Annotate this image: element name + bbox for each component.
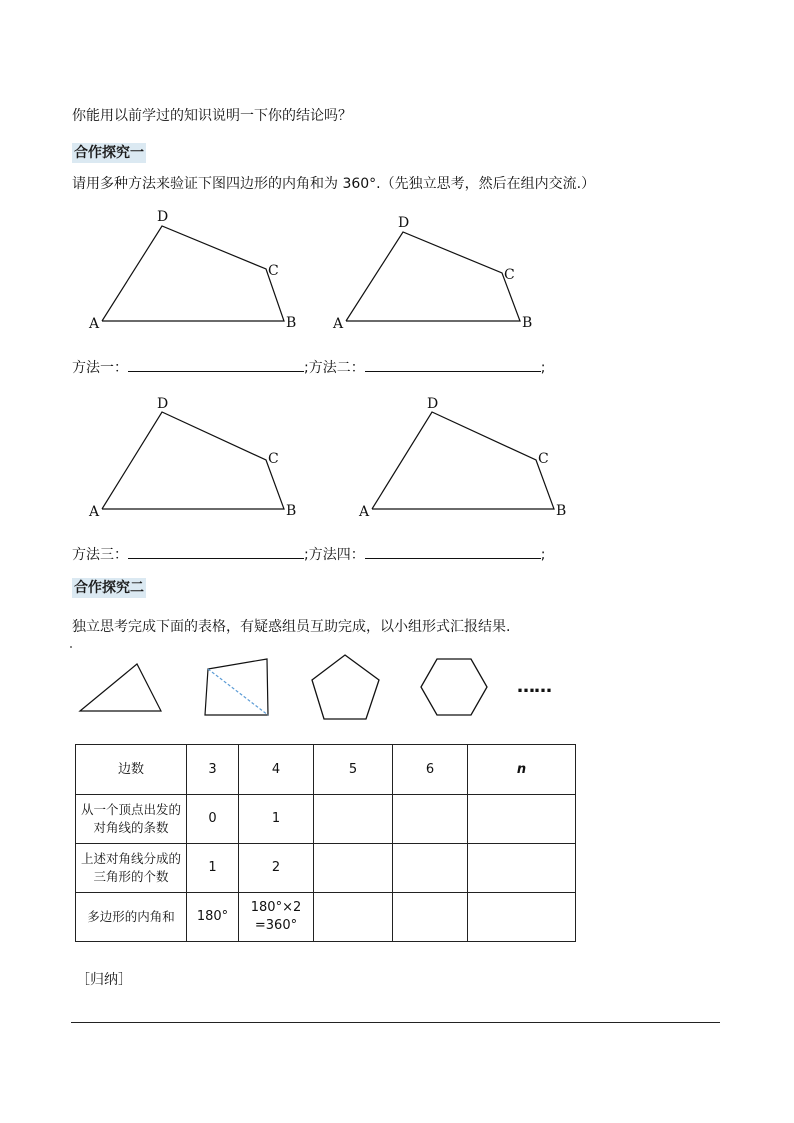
table-row: [76, 795, 576, 844]
method3-label: 方法三：: [72, 547, 128, 563]
method4-end: ;: [540, 547, 546, 563]
header-cell-4: 4: [239, 745, 314, 795]
row-label-triangles: 上述对角线分成的三角形的个数: [76, 844, 187, 893]
table-row: [76, 893, 576, 942]
method3-answer-blank[interactable]: [128, 544, 304, 559]
diagonal-line: [208, 669, 268, 715]
row-label-angle-sum: 多边形的内角和: [76, 893, 187, 942]
header-cell-3: 3: [187, 745, 239, 795]
row-label-diagonals: 从一个顶点出发的对角线的条数: [76, 795, 187, 844]
table-row: [76, 844, 576, 893]
methods-line-1: [72, 357, 545, 378]
quadrilateral-figure-1: [85, 205, 305, 335]
vertex-label-b: B: [286, 503, 297, 519]
vertex-label-c: C: [268, 451, 279, 467]
header-cell-5: 5: [314, 745, 393, 795]
header-cell-6: 6: [393, 745, 468, 795]
quadrilateral-figure-2: [330, 212, 550, 336]
summary-label: ［归纳］: [76, 972, 132, 988]
ellipsis-more-polygons: ……: [517, 676, 551, 697]
vertex-label-c: C: [538, 451, 549, 467]
table-cell: 180°: [187, 893, 239, 942]
table-cell-blank[interactable]: [393, 893, 468, 942]
method2-label: ;方法二：: [304, 360, 365, 376]
vertex-label-d: D: [157, 209, 169, 225]
method2-end: ;: [540, 360, 546, 376]
table-cell: 2: [239, 844, 314, 893]
quadrilateral-figure-4: [355, 394, 575, 524]
vertex-label-a: A: [359, 504, 370, 520]
quadrilateral-figure-3: [85, 394, 305, 524]
method1-answer-blank[interactable]: [128, 357, 304, 372]
methods-line-2: [72, 544, 545, 565]
table-cell: 1: [239, 795, 314, 844]
section2-heading: 合作探究二: [74, 580, 144, 596]
table-cell: 0: [187, 795, 239, 844]
corner-mark: [70, 646, 72, 648]
vertex-label-a: A: [333, 316, 344, 332]
vertex-label-b: B: [522, 315, 533, 331]
table-cell-blank[interactable]: [468, 795, 576, 844]
table-cell-blank[interactable]: [468, 893, 576, 942]
table-cell-blank[interactable]: [393, 795, 468, 844]
method1-label: 方法一：: [72, 360, 128, 376]
polygon-angle-table: [75, 744, 576, 942]
method4-answer-blank[interactable]: [365, 544, 541, 559]
section1-instruction: 请用多种方法来验证下图四边形的内角和为 360°.（先独立思考，然后在组内交流.）: [72, 176, 596, 192]
table-cell-blank[interactable]: [314, 893, 393, 942]
table-cell-blank[interactable]: [314, 795, 393, 844]
quadrilateral-with-diagonal: [200, 655, 275, 720]
table-cell-blank[interactable]: [468, 844, 576, 893]
method4-label: ;方法四：: [304, 547, 365, 563]
intro-question: 你能用以前学过的知识说明一下你的结论吗？: [72, 108, 352, 124]
table-header-row: [76, 745, 576, 795]
section1-heading: 合作探究一: [74, 145, 144, 161]
summary-answer-line[interactable]: [71, 1022, 720, 1023]
vertex-label-d: D: [398, 215, 410, 231]
vertex-label-d: D: [157, 396, 169, 412]
section2-instruction: 独立思考完成下面的表格，有疑惑组员互助完成，以小组形式汇报结果.: [72, 619, 511, 635]
header-cell-sides: 边数: [76, 745, 187, 795]
header-cell-n: n: [468, 745, 576, 795]
table-cell: 1: [187, 844, 239, 893]
method2-answer-blank[interactable]: [365, 357, 541, 372]
table-cell-blank[interactable]: [393, 844, 468, 893]
vertex-label-b: B: [556, 503, 567, 519]
vertex-label-a: A: [89, 316, 100, 332]
table-cell: 180°×2 =360°: [239, 893, 314, 942]
vertex-label-c: C: [268, 263, 279, 279]
vertex-label-b: B: [286, 315, 297, 331]
triangle-shape: [76, 660, 166, 716]
vertex-label-d: D: [427, 396, 439, 412]
pentagon-shape: [308, 652, 383, 724]
vertex-label-c: C: [504, 267, 515, 283]
table-cell-blank[interactable]: [314, 844, 393, 893]
vertex-label-a: A: [89, 504, 100, 520]
hexagon-shape: [418, 655, 490, 720]
